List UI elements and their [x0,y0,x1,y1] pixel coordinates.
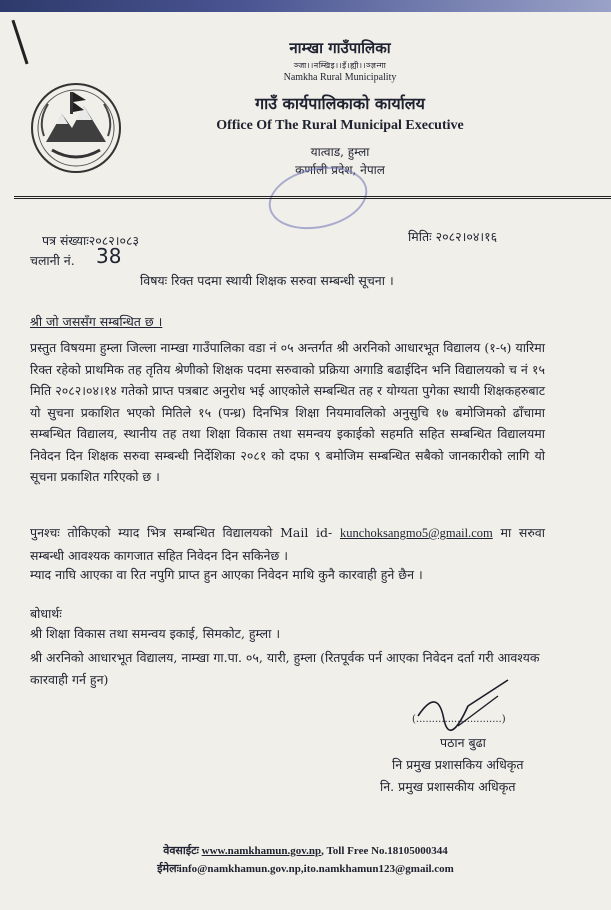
website-link[interactable]: www.namkhamun.gov.np [201,845,322,857]
pen-mark [11,14,47,65]
chalani-number: 38 [96,244,122,268]
footer-website [0,843,611,858]
nepal-emblem-logo [22,80,130,176]
body-paragraph-1: प्रस्तुत विषयमा हुम्ला जिल्ला नाम्खा गाउँपालिका वडा नं ०५ अन्तर्गत श्री अरनिको आधारभूत विद्यालय (१-५) यारिमा रिक्त रहेको प्राथमिक तह तृतिय श्रेणीको शिक्षक पदमा सरुवाको प्रक्रिया अगाडि बढाईदिन भनि विद्यालयको च नं १५ मिति २०८२।०४।१४ गतेको प्राप्त पत्रबाट अनुरोध भई आएकोले सम्बन्धित तह र योग्यता पुगेका स्थायी शिक्षकहरुबाट यो सुचना प्रकाशित भएको मितिले १५ (पन्ध्र) दिनभित्र शिक्षा नियमावलिको अनुसुचि १७ बमोजिमको ढाँचामा सम्बन्धित विद्यालय, स्थानीय तह तथा शिक्षा विकास तथा समन्वय इकाईको सहमति सहित सम्बन्धित विद्यालयमा निवेदन दिन शिक्षक सरुवा सम्बन्धी निर्देशिका २०८१ को दफा ९ बमोजिम सम्बन्धित सबैको जानकारीको लागि यो सूचना प्रकाशित गरिएको छ । [30,340,545,484]
reference-number [42,232,139,249]
postscript-text-end: मा सरुवा सम्बन्धी आवश्यक कागजात सहित निवेदन दिन सकिनेछ । [30,525,545,563]
ref-value: २०८२।०८३ [88,233,139,248]
body-paragraph-3: म्याद नाघि आएका वा रित नपुगि प्राप्त हुन आएका निवेदन माथि कुनै कारवाही हुने छैन । [30,567,423,582]
top-color-strip [0,0,611,12]
date-label: मितिः [408,229,432,244]
address-line-2: कर्णाली प्रदेश, नेपाल [295,163,385,177]
footer-email: ईमेलःinfo@namkhamun.gov.np,ito.namkhamun123@gmail.com [157,863,454,875]
date-value: २०८२।०४।१६ [435,229,498,244]
office-name-np: नाम्खा गाउँपालिका [289,39,391,57]
website-label: वेवसाईटः [163,845,202,857]
bodhartha-item-1: श्री शिक्षा विकास तथा समन्वय इकाई, सिमकोट, हुम्ला । [30,626,281,641]
bodhartha-item-2: श्री अरनिको आधारभूत विद्यालय, नाम्खा गा.पा. ०५, यारी, हुम्ला (रितपूर्वक पर्न आएका निवेदन दर्ता गरी आवश्यक कारवाही गर्न हुन) [30,650,540,687]
office-name-en: Namkha Rural Municipality [283,72,397,83]
letter-date [408,228,497,245]
office-title-en: Office Of The Rural Municipal Executive [216,118,464,133]
address-line-1: यात्वाड, हुम्ला [310,145,370,159]
salutation: श्री जो जससँग सम्बन्धित छ । [30,314,163,329]
ref-label: पत्र संख्याः [42,233,89,248]
signatory-title: नि प्रमुख प्रशासकिय अधिकृत [392,757,524,772]
signatory-name: पठान बुढा [440,735,486,750]
header-divider [14,196,611,199]
signature-dots: (...........................) [412,714,506,725]
toll-free: , Toll Free No.18105000344 [321,845,448,857]
office-title-np: गाउँ कार्यपालिकाको कार्यालय [255,94,425,113]
subject-line: विषयः रिक्त पदमा स्थायी शिक्षक सरुवा सम्बन्धी सूचना । [140,273,394,288]
postscript-text: पुनश्चः तोकिएको म्याद भित्र सम्बन्धित विद्यालयको Mail id- [30,525,333,540]
chalani-label: चलानी नं. [30,253,75,268]
school-email-link[interactable]: kunchoksangmo5@gmail.com [339,526,493,540]
bodhartha-heading: बोधार्थः [30,606,62,621]
tagline: ञ्जा।।नम्खिइ।।इँ।ह्यी।।ञ्ज्ञन्गा [293,61,387,70]
signatory-stamp-title: नि. प्रमुख प्रशासकीय अधिकृत [380,779,516,794]
body-paragraph-2 [30,522,545,566]
